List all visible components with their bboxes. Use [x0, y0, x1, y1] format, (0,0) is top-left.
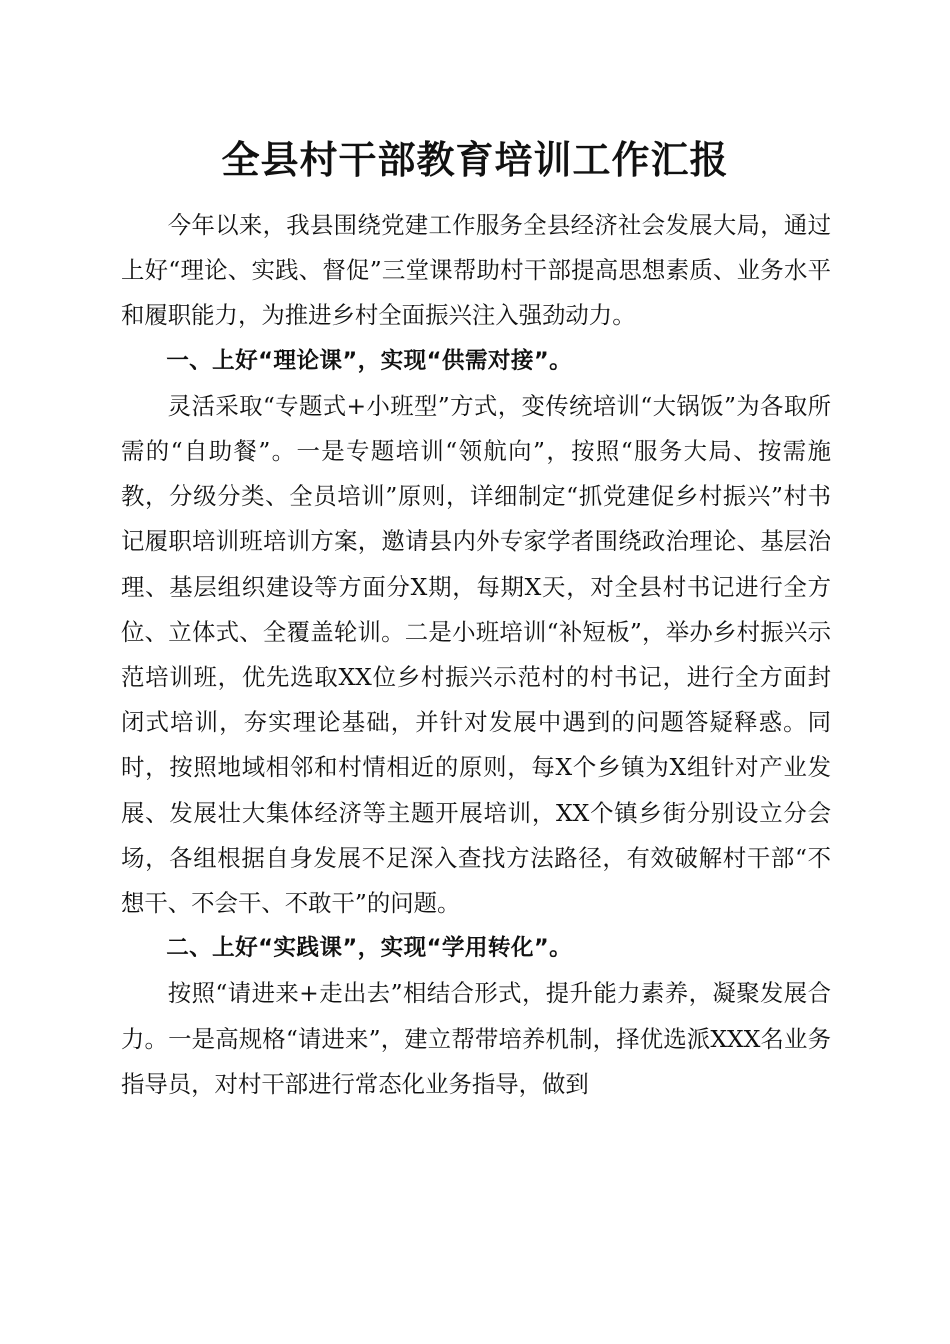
document-title: 全县村干部教育培训工作汇报: [221, 137, 729, 182]
intro-paragraph: 今年以来，我县围绕党建工作服务全县经济社会发展大局，通过上好“理论、实践、督促”三堂课帮助村干部提高思想素质、业务水平和履职能力，为推进乡村全面振兴注入强劲动力。: [121, 211, 831, 330]
document-body: [121, 203, 831, 1107]
section-2-paragraph: 按照“请进来+走出去”相结合形式，提升能力素养，凝聚发展合力。一是高规格“请进来”，建立帮带培养机制，择优选派XXX名业务指导员，对村干部进行常态化业务指导，做到: [121, 979, 831, 1098]
section-heading-2: 二、上好“实践课”，实现“学用转化”。: [166, 935, 573, 962]
section-heading-1: 一、上好“理论课”，实现“供需对接”。: [166, 347, 573, 374]
section-1-paragraph: 灵活采取“专题式+小班型”方式，变传统培训“大锅饭”为各取所需的“自助餐”。一是专题培训“领航向”，按照“服务大局、按需施教，分级分类、全员培训”原则，详细制定“抓党建促乡村振兴”村书记履职培训班培训方案，邀请县内外专家学者围绕政治理论、基层治理、基层组织建设等方面分X期，每期X天，对全县村书记进行全方位、立体式、全覆盖轮训。二是小班培训“补短板”，举办乡村振兴示范培训班，优先选取XX位乡村振兴示范村的村书记，进行全方面封闭式培训，夯实理论基础，并针对发展中遇到的问题答疑释惑。同时，按照地域相邻和村情相近的原则，每X个乡镇为X组针对产业发展、发展壮大集体经济等主题开展培训，XX个镇乡街分别设立分会场，各组根据自身发展不足深入查找方法路径，有效破解村干部“不想干、不会干、不敢干”的问题。: [121, 391, 831, 918]
